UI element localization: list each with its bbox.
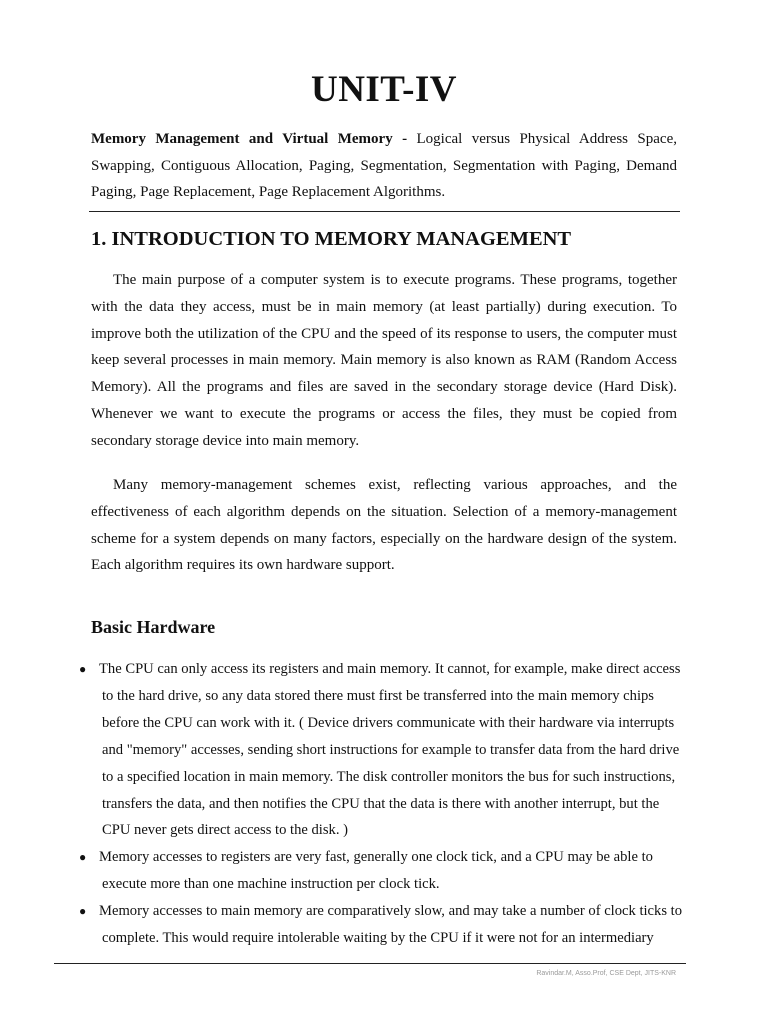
syllabus-summary: [91, 126, 677, 206]
bullet-icon: ●: [79, 850, 87, 865]
list-item: [77, 898, 687, 952]
syllabus-topics: Logical versus Physical Address Space, Swapping, Contiguous Allocation, Paging, Segmentation, Segmentation with Paging, Demand Paging, Page Replacement, Page Replacement Algorithms.: [91, 131, 677, 200]
page-footer: Ravindar.M, Asso.Prof, CSE Dept, JITS-KNR: [536, 970, 676, 977]
syllabus-lead: Memory Management and Virtual Memory -: [91, 131, 408, 147]
list-item-text: Memory accesses to registers are very fast, generally one clock tick, and a CPU may be able to execute more than one machine instruction per clock tick.: [99, 849, 653, 893]
page-title: UNIT-IV: [310, 69, 458, 110]
footer-divider: [54, 963, 686, 964]
intro-paragraph-2: Many memory-management schemes exist, reflecting various approaches, and the effectiveness of each algorithm depends on the situation. Selection of a memory-management scheme for a system depends on many factors, especially on the hardware design of the system. Each algorithm requires its own hardware support.: [91, 477, 677, 574]
list-item: [77, 656, 687, 844]
list-item-text: Memory accesses to main memory are comparatively slow, and may take a number of clock ticks to complete. This would require intolerable waiting by the CPU if it were not for an intermediary: [99, 903, 683, 947]
bullet-icon: ●: [79, 904, 87, 919]
list-item-text: The CPU can only access its registers and main memory. It cannot, for example, make direct access to the hard drive, so any data stored there must first be transferred into the main memory chips before the CPU can work with it. ( Device drivers communicate with their hardware via interrupts and "memory" accesses, sending short instructions for example to transfer data from the hard drive to a specified location in main memory. The disk controller monitors the bus for such instructions, transfers the data, and then notifies the CPU that the data is there with another interrupt, but the CPU never gets direct access to the disk. ): [99, 661, 681, 839]
section-heading: 1. INTRODUCTION TO MEMORY MANAGEMENT: [91, 228, 572, 250]
bullet-icon: ●: [79, 662, 87, 676]
basic-hardware-list: [77, 656, 687, 952]
top-divider: [89, 211, 680, 212]
basic-hardware-heading: Basic Hardware: [91, 617, 216, 637]
list-item: [77, 844, 687, 898]
intro-paragraph-1: The main purpose of a computer system is to execute programs. These programs, together with the data they access, must be in main memory (at least partially) during execution. To improve both the utilization of the CPU and the speed of its response to users, the computer must keep several processes in main memory. Main memory is also known as RAM (Random Access Memory). All the programs and files are saved in the secondary storage device (Hard Disk). Whenever we want to execute the programs or access the files, they must be copied from secondary storage device into main memory.: [91, 272, 677, 449]
